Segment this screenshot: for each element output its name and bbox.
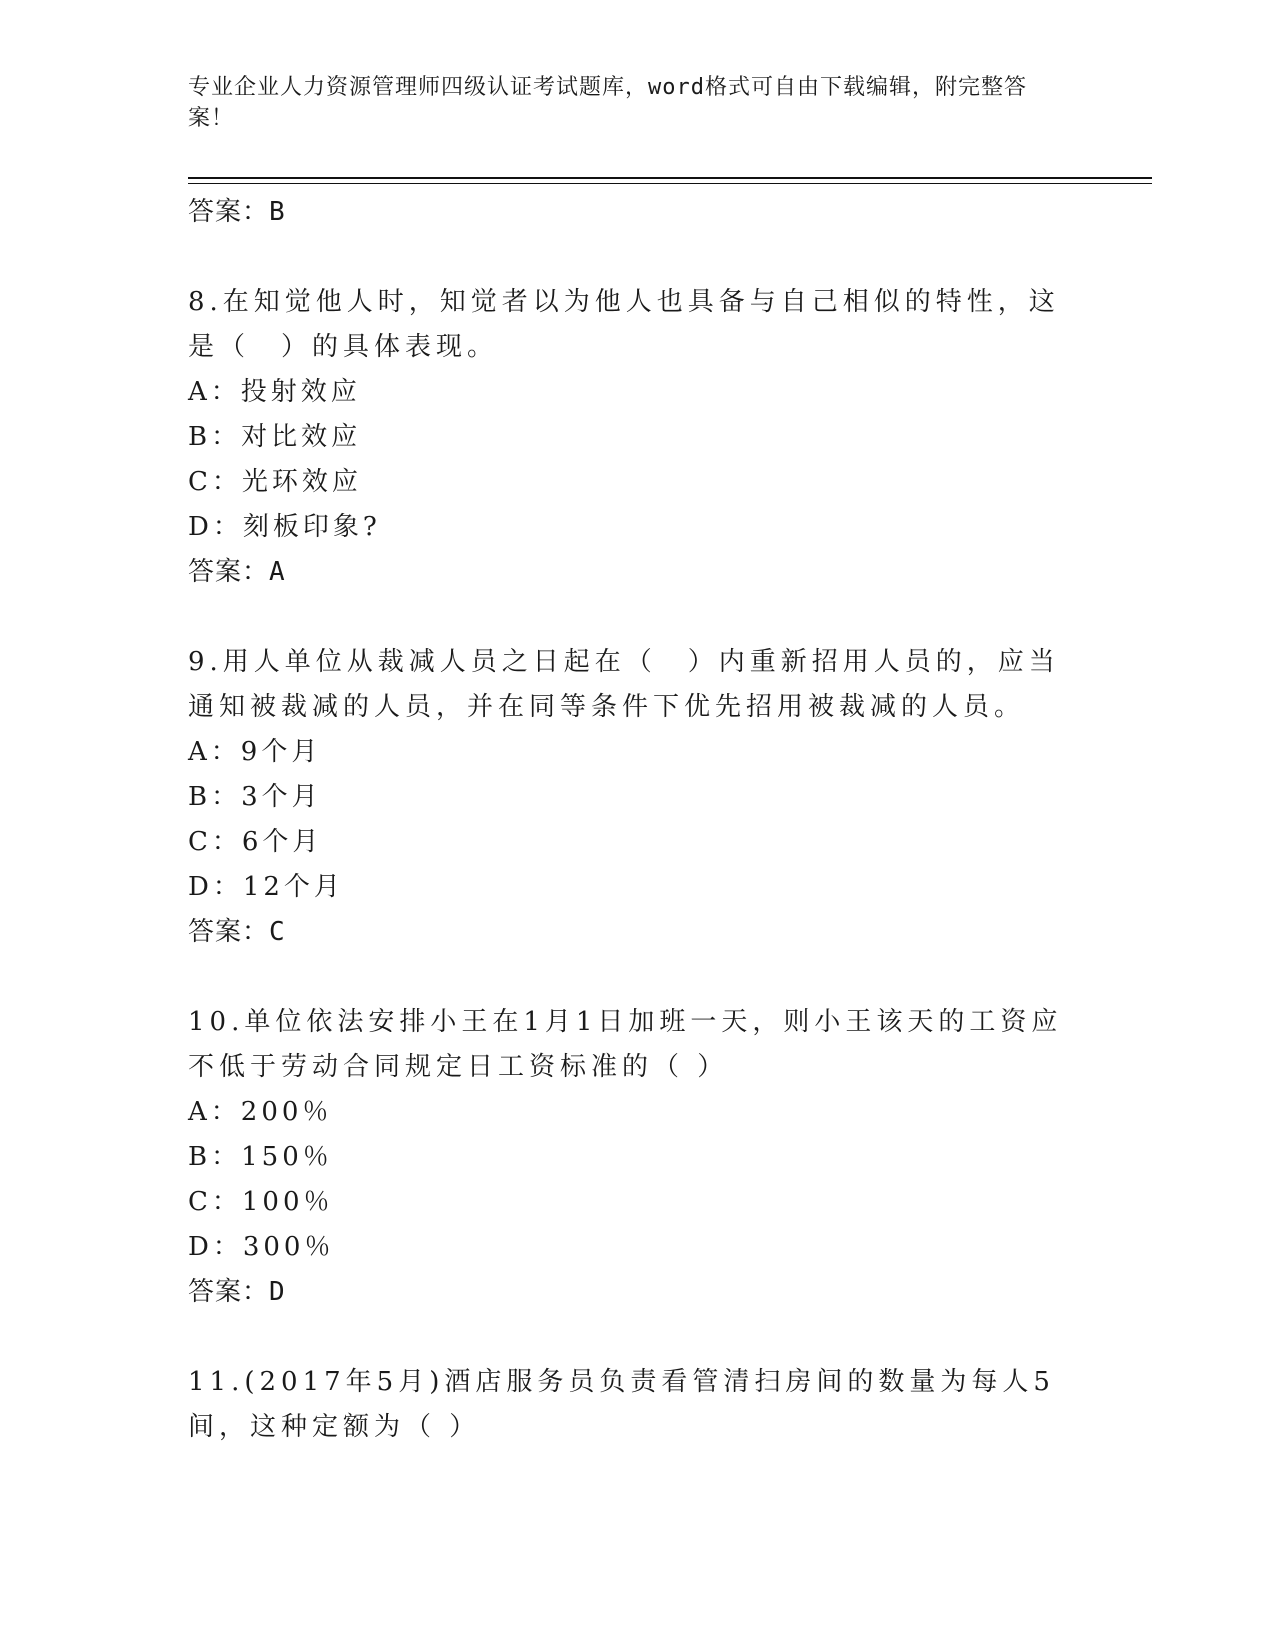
page-header: 专业企业人力资源管理师四级认证考试题库，word格式可自由下载编辑，附完整答案！ [188, 75, 1027, 131]
option-b: B：对比效应 [188, 422, 362, 452]
option-c: C：100％ [188, 1187, 334, 1217]
option-a: A：200％ [188, 1097, 333, 1127]
answer-line: 答案：D [188, 1277, 286, 1307]
option-b: B：3个月 [188, 782, 322, 812]
option-a: A：9个月 [188, 737, 322, 767]
question-item [188, 1360, 1088, 1450]
option-a: A：投射效应 [188, 377, 361, 407]
header-divider [188, 177, 1152, 179]
header-divider-thin [188, 183, 1152, 184]
question-text: 11.(2017年5月)酒店服务员负责看管清扫房间的数量为每人5间，这种定额为（ ） [188, 1367, 1055, 1442]
question-list [188, 190, 1088, 1450]
answer-line: 答案：B [188, 197, 286, 227]
answer-line: 答案：A [188, 557, 286, 587]
option-d: D：刻板印象? [188, 512, 381, 542]
option-c: C：光环效应 [188, 467, 362, 497]
question-item [188, 280, 1088, 595]
question-item [188, 640, 1088, 955]
question-text: 10.单位依法安排小王在1月1日加班一天，则小王该天的工资应不低于劳动合同规定日工资标准的（ ） [188, 1007, 1063, 1082]
option-b: B：150％ [188, 1142, 333, 1172]
answer-line: 答案：C [188, 917, 286, 947]
question-item [188, 1000, 1088, 1315]
question-text: 8.在知觉他人时，知觉者以为他人也具备与自己相似的特性，这是（ ）的具体表现。 [188, 287, 1060, 362]
option-d: D：300％ [188, 1232, 335, 1262]
option-d: D：12个月 [188, 872, 344, 902]
option-c: C：6个月 [188, 827, 323, 857]
question-text: 9.用人单位从裁减人员之日起在（ ）内重新招用人员的，应当通知被裁减的人员，并在同等条件下优先招用被裁减的人员。 [188, 647, 1060, 722]
